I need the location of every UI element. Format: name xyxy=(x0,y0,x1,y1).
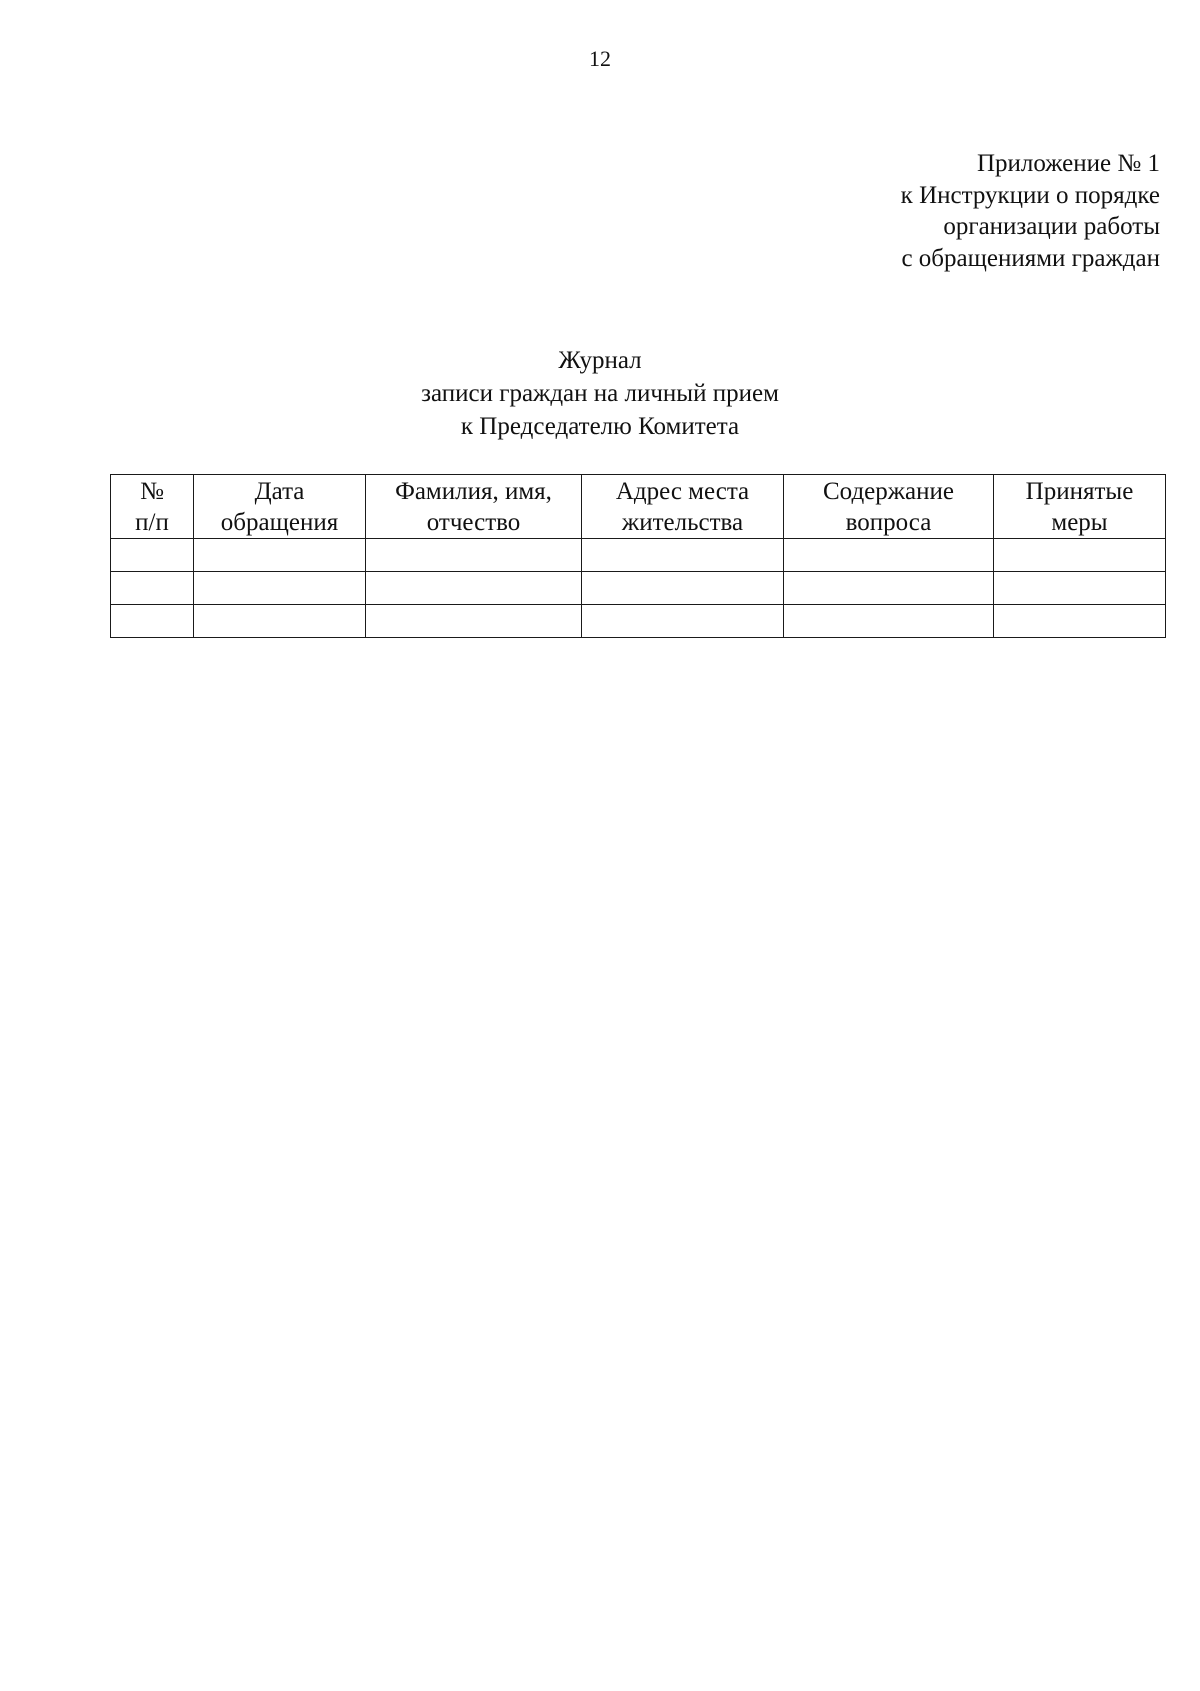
title-line: записи граждан на личный прием xyxy=(421,380,779,407)
table-cell xyxy=(784,572,994,605)
header-full-name: Фамилия, имя, отчество xyxy=(366,475,582,539)
journal-table xyxy=(110,474,1166,638)
table-cell xyxy=(111,605,194,638)
table-cell xyxy=(194,605,366,638)
table-cell xyxy=(366,572,582,605)
header-address: Адрес места жительства xyxy=(582,475,784,539)
table-cell xyxy=(994,605,1166,638)
table-cell xyxy=(111,539,194,572)
table-cell xyxy=(994,572,1166,605)
header-measures: Принятые меры xyxy=(994,475,1166,539)
table-cell xyxy=(784,605,994,638)
table-cell xyxy=(366,539,582,572)
header-date: Дата обращения xyxy=(194,475,366,539)
table-row xyxy=(111,572,1166,605)
appendix-line: организации работы xyxy=(943,213,1160,240)
header-content: Содержание вопроса xyxy=(784,475,994,539)
appendix-line: к Инструкции о порядке xyxy=(900,181,1160,209)
table-cell xyxy=(784,539,994,572)
appendix-line: Приложение № 1 xyxy=(976,150,1160,177)
appendix-reference xyxy=(560,148,1160,274)
table-header-row xyxy=(111,475,1166,539)
title-line: Журнал xyxy=(558,347,642,374)
table-cell xyxy=(366,605,582,638)
title-line: к Председателю Комитета xyxy=(460,413,740,440)
table-row xyxy=(111,605,1166,638)
header-number: № п/п xyxy=(111,475,194,539)
appendix-line: с обращениями граждан xyxy=(901,244,1160,272)
table-cell xyxy=(111,572,194,605)
document-title xyxy=(0,344,1200,443)
table-cell xyxy=(194,572,366,605)
table-cell xyxy=(994,539,1166,572)
table-cell xyxy=(582,539,784,572)
table-cell xyxy=(582,572,784,605)
table-cell xyxy=(194,539,366,572)
table-row xyxy=(111,539,1166,572)
table-cell xyxy=(582,605,784,638)
page-number: 12 xyxy=(589,46,611,71)
